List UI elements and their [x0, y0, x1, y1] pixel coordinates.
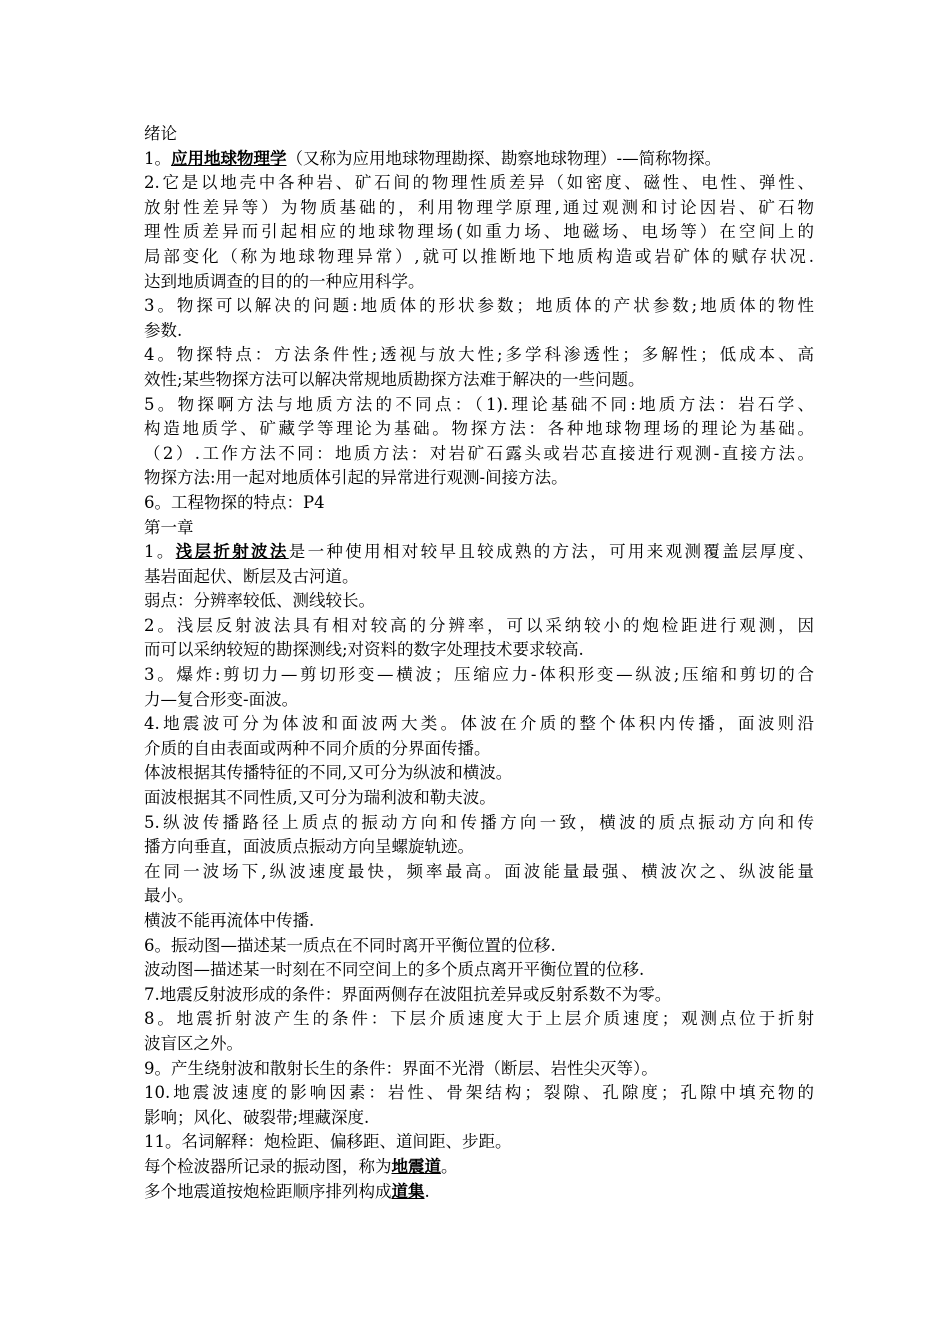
text-span: 多个地震道按炮检距顺序排列构成	[144, 1181, 392, 1201]
text-line: 最小。	[144, 886, 194, 906]
text-line: 6。工程物探的特点：P4	[144, 492, 325, 512]
text-line: 8。地震折射波产生的条件：下层介质速度大于上层介质速度；观测点位于折射	[144, 1009, 814, 1029]
text-line: 在同一波场下,纵波速度最快，频率最高。面波能量最强、横波次之、纵波能量	[144, 861, 814, 881]
text-line: 弱点：分辨率较低、测线较长。	[144, 591, 375, 611]
text-line: 5.纵波传播路径上质点的振动方向和传播方向一致，横波的质点振动方向和传	[144, 812, 814, 832]
text-line: 播方向垂直，面波质点振动方向呈螺旋轨迹。	[144, 837, 474, 857]
key-term: 地震道	[391, 1156, 441, 1176]
text-span: 。	[441, 1156, 458, 1176]
key-term: 应用地球物理学	[171, 148, 287, 168]
text-span: 1。	[144, 542, 176, 562]
text-line: 4.地震波可分为体波和面波两大类。体波在介质的整个体积内传播，面波则沿	[144, 714, 814, 734]
text-line: 物探方法:用一起对地质体引起的异常进行观测-间接方法。	[144, 468, 568, 488]
text-line: 介质的自由表面或两种不同介质的分界面传播。	[144, 738, 491, 758]
text-line: 3。爆炸:剪切力—剪切形变—横波；压缩应力-体积形变—纵波;压缩和剪切的合	[144, 665, 814, 685]
document-page	[144, 122, 814, 1204]
key-term: 道集	[391, 1181, 425, 1201]
text-line	[144, 1180, 814, 1205]
text-line: 放射性差异等）为物质基础的，利用物理学原理,通过观测和讨论因岩、矿石物	[144, 197, 814, 217]
text-line: 2。浅层反射波法具有相对较高的分辨率，可以采纳较小的炮检距进行观测，因	[144, 615, 814, 635]
text-line: 而可以采纳较短的勘探测线;对资料的数字处理技术要求较高.	[144, 640, 584, 660]
text-line: 7.地震反射波形成的条件：界面两侧存在波阻抗差异或反射系数不为零。	[144, 984, 672, 1004]
text-line: 3。物探可以解决的问题:地质体的形状参数；地质体的产状参数;地质体的物性	[144, 296, 814, 316]
text-line: 体波根据其传播特征的不同,又可分为纵波和横波。	[144, 763, 513, 783]
text-line: 第一章	[144, 517, 194, 537]
text-line	[144, 540, 814, 565]
text-line: 10.地震波速度的影响因素：岩性、骨架结构；裂隙、孔隙度；孔隙中填充物的	[144, 1083, 814, 1103]
text-span: 是一种使用相对较早且较成熟的方法，可用来观测覆盖层厚度、	[288, 542, 815, 562]
text-span: 每个检波器所记录的振动图，称为	[144, 1156, 392, 1176]
text-line: 力—复合形变-面波。	[144, 689, 299, 709]
text-line: 横波不能再流体中传播.	[144, 911, 315, 930]
text-line: 面波根据其不同性质,又可分为瑞利波和勒夫波。	[144, 788, 496, 808]
text-line: 影响；风化、破裂带;埋藏深度.	[144, 1107, 370, 1127]
text-line: 基岩面起伏、断层及古河道。	[144, 566, 359, 586]
text-line: 构造地质学、矿藏学等理论为基础。物探方法：各种地球物理场的理论为基础。	[144, 419, 814, 439]
text-line: 4。物探特点：方法条件性;透视与放大性;多学科渗透性；多解性；低成本、高	[144, 345, 814, 365]
text-line: 绪论	[144, 124, 177, 143]
text-line: 波盲区之外。	[144, 1033, 243, 1053]
text-line: 参数.	[144, 320, 183, 340]
text-line	[144, 1155, 814, 1180]
text-line: 理性质差异而引起相应的地球物理场(如重力场、地磁场、电场等）在空间上的	[144, 222, 814, 242]
text-line: 9。产生绕射波和散射长生的条件：界面不光滑（断层、岩性尖灭等）。	[144, 1058, 658, 1078]
text-line: 6。振动图—描述某一质点在不同时离开平衡位置的位移.	[144, 935, 556, 955]
text-line: 波动图—描述某一时刻在不同空间上的多个质点离开平衡位置的位移.	[144, 960, 645, 980]
text-line: 2.它是以地壳中各种岩、矿石间的物理性质差异（如密度、磁性、电性、弹性、	[144, 173, 814, 193]
text-span: （又称为应用地球物理勘探、勘察地球物理）-—简称物探。	[286, 148, 722, 168]
text-line: 11。名词解释：炮检距、偏移距、道间距、步距。	[144, 1132, 512, 1152]
text-line: 局部变化（称为地球物理异常）,就可以推断地下地质构造或岩矿体的赋存状况.	[144, 246, 814, 266]
text-line: （2）.工作方法不同：地质方法：对岩矿石露头或岩芯直接进行观测-直接方法。	[144, 443, 814, 463]
text-line: 5。物探啊方法与地质方法的不同点：（1).理论基础不同:地质方法：岩石学、	[144, 394, 814, 414]
key-term: 浅层折射波法	[175, 542, 289, 562]
text-line: 达到地质调查的目的的一种应用科学。	[144, 271, 425, 291]
text-line	[144, 147, 814, 172]
text-span: 1。	[144, 148, 171, 168]
text-span: .	[424, 1181, 430, 1201]
text-line: 效性;某些物探方法可以解决常规地质勘探方法难于解决的一些问题。	[144, 369, 645, 389]
